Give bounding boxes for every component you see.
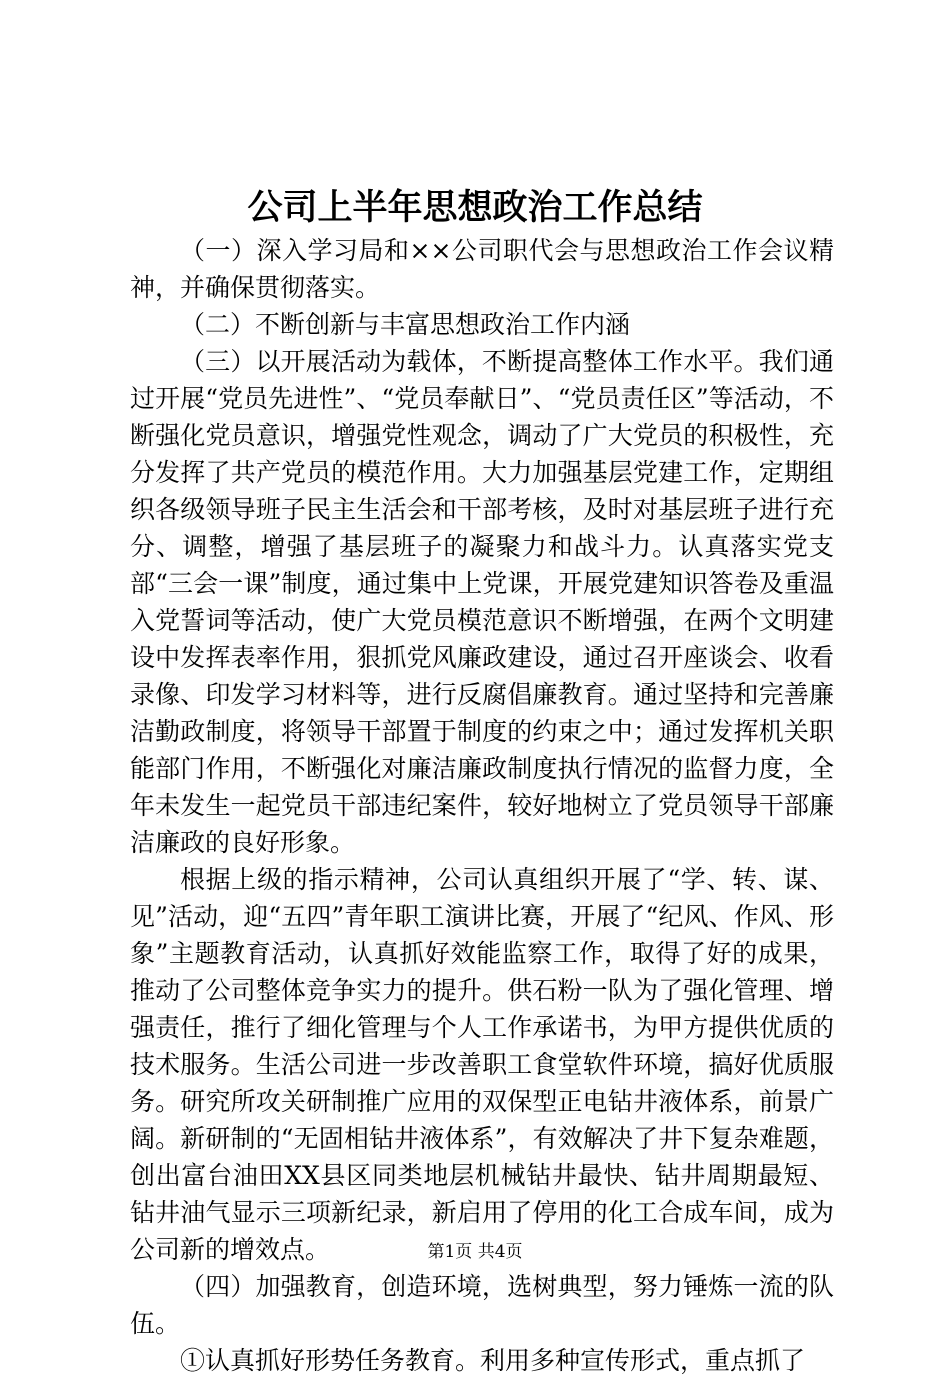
paragraph-2: （二）不断创新与丰富思想政治工作内涵 <box>180 310 631 339</box>
paragraph-4: 根据上级的指示精神，公司认真组织开展了“学、转、谋、见”活动，迎“五四”青年职工演讲比赛，开展了“纪风、作风、形象”主题教育活动，认真抓好效能监察工作，取得了好的成果，推动了公司整体竞争实力的提升。供石粉一队为了强化管理、增强责任，推行了细化管理与个人工作承诺书，为甲方提供优质的技术服务。生活公司进一步改善职工食堂软件环境，搞好优质服务。研究所攻关研制推广应用的双保型正电钻井液体系，前景广阔。新研制的“无固相钻井液体系”，有效解决了井下复杂难题，创出富台油田XX县区同类地层机械钻井最快、钻井周期最短、钻井油气显示三项新纪录，新启用了停用的化工合成车间，成为公司新的增效点。 <box>130 865 834 1264</box>
paragraph-6: ①认真抓好形势任务教育。利用多种宣传形式，重点抓了 <box>180 1346 806 1375</box>
paragraph-3: （三）以开展活动为载体，不断提高整体工作水平。我们通过开展“党员先进性”、“党员奉献日”、“党员责任区”等活动，不断强化党员意识，增强党性观念，调动了广大党员的积极性，充分发挥了共产党员的模范作用。大力加强基层党建工作，定期组织各级领导班子民主生活会和干部考核，及时对基层班子进行充分、调整，增强了基层班子的凝聚力和战斗力。认真落实党支部“三会一课”制度，通过集中上党课，开展党建知识答卷及重温入党誓词等活动，使广大党员模范意识不断增强，在两个文明建设中发挥表率作用，狠抓党风廉政建设，通过召开座谈会、收看录像、印发学习材料等，进行反腐倡廉教育。通过坚持和完善廉洁勤政制度，将领导干部置于制度的约束之中；通过发挥机关职能部门作用，不断强化对廉洁廉政制度执行情况的监督力度，全年未发生一起党员干部违纪案件，较好地树立了党员领导干部廉洁廉政的良好形象。 <box>130 347 834 857</box>
document-body <box>130 232 834 1379</box>
document-title: 公司上半年思想政治工作总结 <box>247 187 703 228</box>
paragraph-5: （四）加强教育，创造环境，选树典型，努力锤炼一流的队伍。 <box>130 1272 834 1338</box>
page-footer: 第1页 共4页 <box>427 1242 523 1262</box>
paragraph-1: （一）深入学习局和××公司职代会与思想政治工作会议精神，并确保贯彻落实。 <box>130 236 834 302</box>
